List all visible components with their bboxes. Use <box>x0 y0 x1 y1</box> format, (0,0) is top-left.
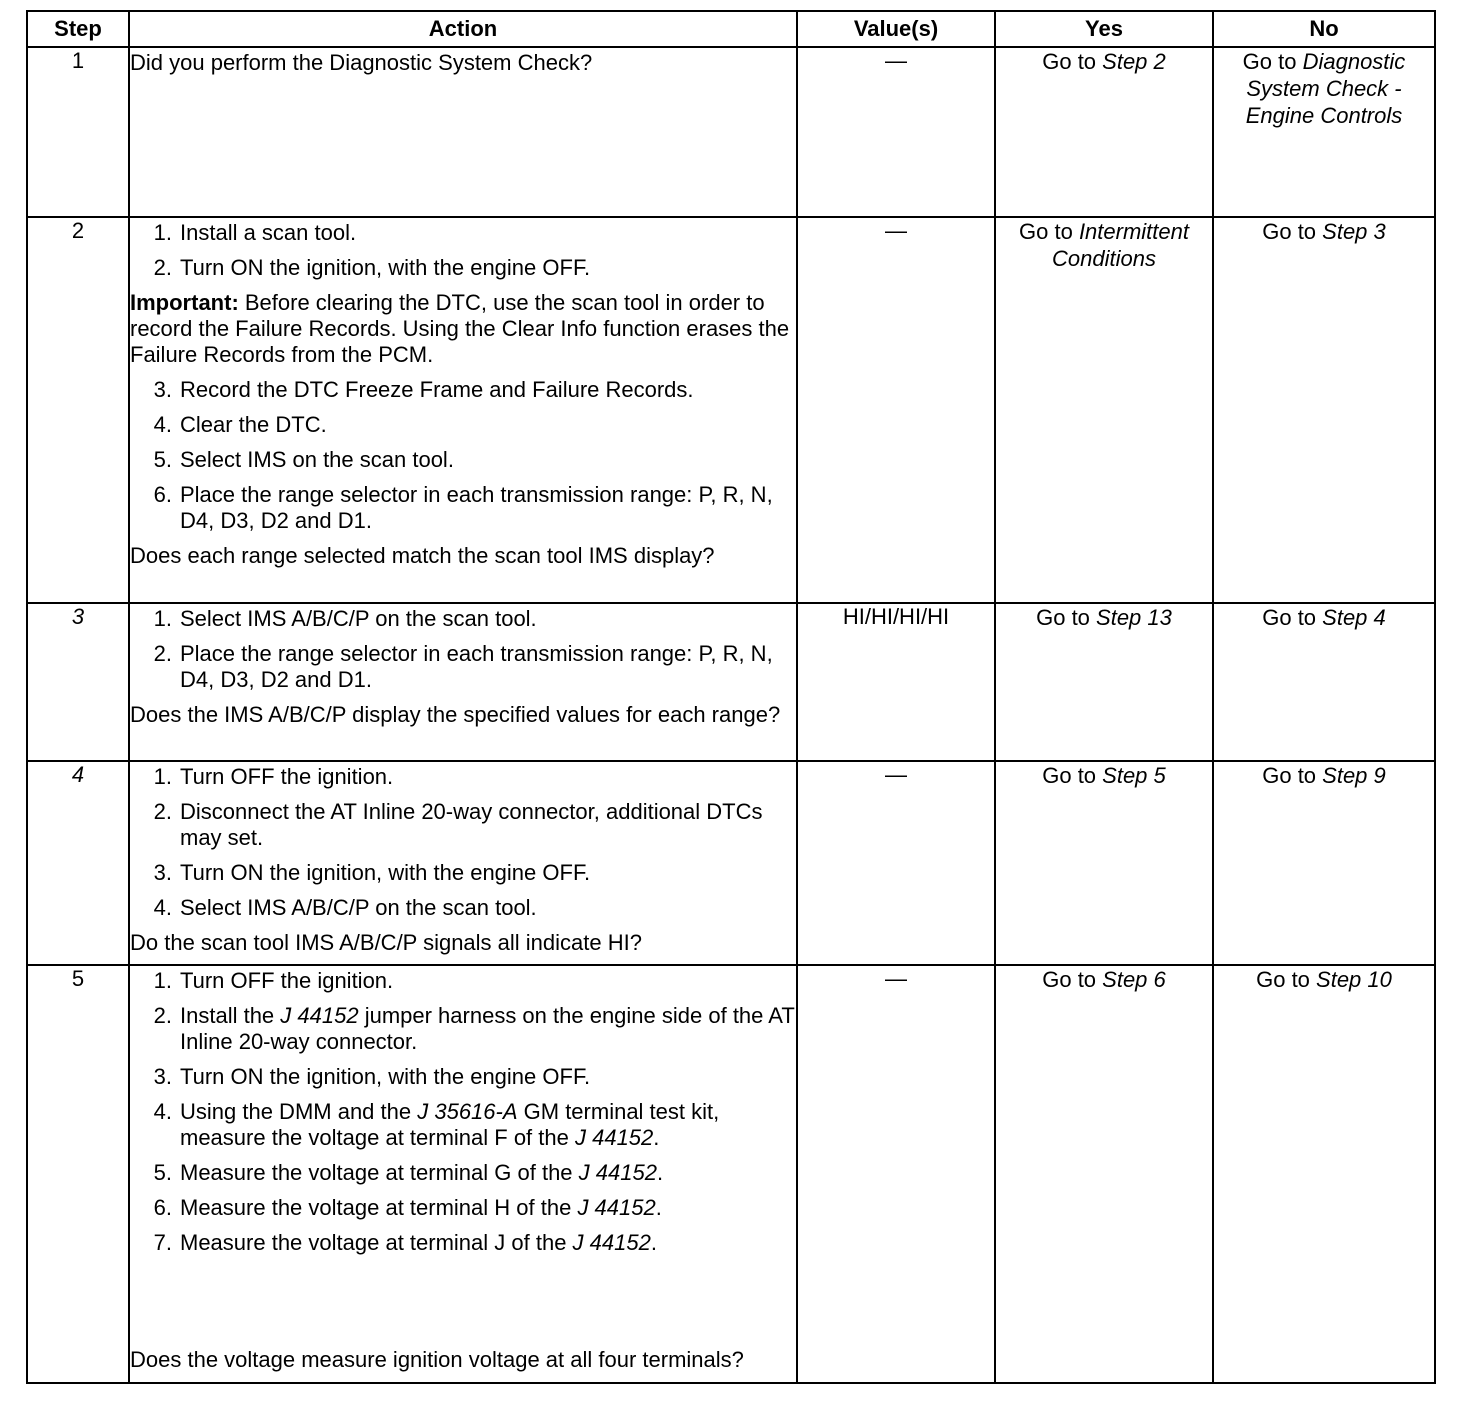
action-question: Did you perform the Diagnostic System Check? <box>130 50 593 75</box>
yes-cell <box>995 761 1213 965</box>
list-item: 3. Turn ON the ignition, with the engine OFF. <box>153 860 591 885</box>
tool-reference: J 44152 <box>574 1125 654 1150</box>
no-link[interactable]: Step 10 <box>1316 967 1392 992</box>
list-item: 2. Disconnect the AT Inline 20-way connector, additional DTCs may set. <box>153 799 763 850</box>
no-link[interactable]: Step 4 <box>1322 605 1386 630</box>
yes-cell <box>995 217 1213 603</box>
list-item: 7. Measure the voltage at terminal J of the J 44152. <box>153 1230 657 1255</box>
yes-prefix: Go to <box>1042 763 1103 788</box>
value-cell: — <box>797 761 995 965</box>
no-link[interactable]: Step 3 <box>1322 219 1386 244</box>
no-link[interactable]: Step 9 <box>1322 763 1386 788</box>
action-question: Does the voltage measure ignition voltage at all four terminals? <box>130 1347 744 1372</box>
step-number: 3 <box>27 603 129 761</box>
action-cell <box>129 47 797 217</box>
yes-link[interactable]: Intermittent Conditions <box>1052 219 1189 271</box>
important-label: Important: <box>130 290 239 315</box>
action-cell <box>129 217 797 603</box>
no-cell <box>1213 47 1435 217</box>
action-question: Does each range selected match the scan tool IMS display? <box>130 543 715 568</box>
table-row <box>27 603 1435 761</box>
list-item: 4. Clear the DTC. <box>153 412 327 437</box>
step-number: 2 <box>27 217 129 603</box>
action-question: Does the IMS A/B/C/P display the specified values for each range? <box>130 702 781 727</box>
header-yes: Yes <box>995 11 1213 47</box>
list-item: 1. Turn OFF the ignition. <box>153 764 394 789</box>
action-cell <box>129 603 797 761</box>
no-link[interactable]: Diagnostic System Check - Engine Controls <box>1245 49 1406 128</box>
table-row <box>27 965 1435 1383</box>
no-prefix: Go to <box>1262 219 1323 244</box>
yes-link[interactable]: Step 2 <box>1102 49 1166 74</box>
yes-prefix: Go to <box>1042 967 1103 992</box>
diagnostic-table <box>26 10 1436 1384</box>
list-item: 1. Select IMS A/B/C/P on the scan tool. <box>153 606 537 631</box>
header-values: Value(s) <box>797 11 995 47</box>
important-text: Before clearing the DTC, use the scan tool in order to record the Failure Records. Using the Clear Info function erases the Failure Records from the PCM. <box>130 290 790 367</box>
list-item: 1. Turn OFF the ignition. <box>153 968 394 993</box>
yes-cell <box>995 965 1213 1383</box>
no-prefix: Go to <box>1256 967 1317 992</box>
header-row <box>27 11 1435 47</box>
yes-link[interactable]: Step 6 <box>1102 967 1166 992</box>
table-row <box>27 47 1435 217</box>
no-cell <box>1213 761 1435 965</box>
yes-prefix: Go to <box>1042 49 1103 74</box>
no-prefix: Go to <box>1242 49 1303 74</box>
list-item: 2. Turn ON the ignition, with the engine OFF. <box>153 255 591 280</box>
tool-reference: J 44152 <box>572 1230 651 1255</box>
value-cell: — <box>797 47 995 217</box>
list-item: 1. Install a scan tool. <box>153 220 357 245</box>
action-cell <box>129 761 797 965</box>
step-number: 5 <box>27 965 129 1383</box>
list-item: 5. Select IMS on the scan tool. <box>153 447 454 472</box>
list-item: 5. Measure the voltage at terminal G of the J 44152. <box>153 1160 664 1185</box>
list-item: 3. Turn ON the ignition, with the engine OFF. <box>153 1064 591 1089</box>
list-item: 2. Place the range selector in each transmission range: P, R, N, D4, D3, D2 and D1. <box>153 641 773 692</box>
list-item: 2. Install the J 44152 jumper harness on the engine side of the AT Inline 20-way connector. <box>153 1003 795 1054</box>
no-prefix: Go to <box>1262 763 1323 788</box>
header-no: No <box>1213 11 1435 47</box>
yes-prefix: Go to <box>1036 605 1097 630</box>
tool-reference: J 35616-A <box>417 1099 518 1124</box>
action-question: Do the scan tool IMS A/B/C/P signals all indicate HI? <box>130 930 642 955</box>
list-item: 6. Place the range selector in each transmission range: P, R, N, D4, D3, D2 and D1. <box>153 482 773 533</box>
list-item: 4. Using the DMM and the J 35616-A GM terminal test kit, measure the voltage at terminal F of the J 44152. <box>153 1099 720 1150</box>
no-cell <box>1213 603 1435 761</box>
table-row <box>27 217 1435 603</box>
header-action: Action <box>129 11 797 47</box>
step-number: 1 <box>27 47 129 217</box>
list-item: 3. Record the DTC Freeze Frame and Failure Records. <box>153 377 694 402</box>
yes-cell <box>995 603 1213 761</box>
no-cell <box>1213 217 1435 603</box>
yes-link[interactable]: Step 13 <box>1096 605 1172 630</box>
list-item: 6. Measure the voltage at terminal H of the J 44152. <box>153 1195 662 1220</box>
important-note <box>130 290 796 368</box>
step-number: 4 <box>27 761 129 965</box>
no-cell <box>1213 965 1435 1383</box>
yes-cell <box>995 47 1213 217</box>
value-cell: — <box>797 965 995 1383</box>
tool-reference: J 44152 <box>280 1003 359 1028</box>
value-cell: — <box>797 217 995 603</box>
tool-reference: J 44152 <box>577 1195 656 1220</box>
table-row <box>27 761 1435 965</box>
header-step: Step <box>27 11 129 47</box>
yes-link[interactable]: Step 5 <box>1102 763 1166 788</box>
tool-reference: J 44152 <box>578 1160 657 1185</box>
list-item: 4. Select IMS A/B/C/P on the scan tool. <box>153 895 537 920</box>
no-prefix: Go to <box>1262 605 1323 630</box>
action-cell <box>129 965 797 1383</box>
value-cell: HI/HI/HI/HI <box>797 603 995 761</box>
yes-prefix: Go to <box>1019 219 1079 244</box>
